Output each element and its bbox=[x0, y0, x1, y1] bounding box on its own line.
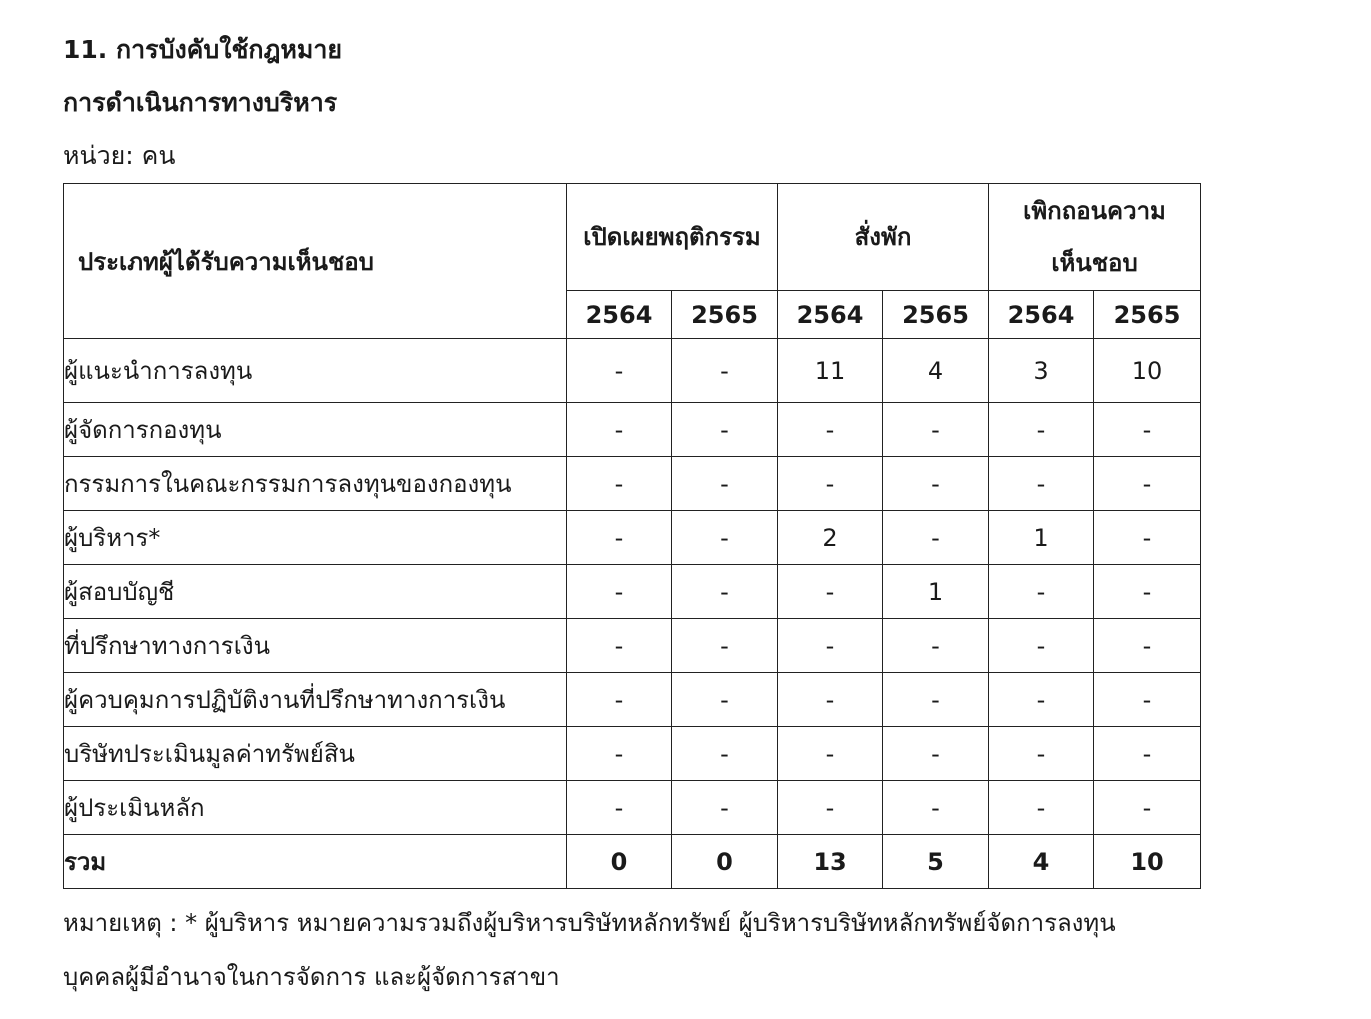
value-cell: - bbox=[989, 565, 1094, 619]
value-cell: - bbox=[989, 619, 1094, 673]
value-cell: - bbox=[567, 457, 672, 511]
value-cell: - bbox=[567, 781, 672, 835]
table-row bbox=[64, 339, 1201, 403]
value-cell: - bbox=[778, 403, 883, 457]
value-cell: - bbox=[672, 619, 778, 673]
value-cell: - bbox=[989, 727, 1094, 781]
value-cell: - bbox=[1094, 457, 1201, 511]
value-cell: 1 bbox=[989, 511, 1094, 565]
value-cell: - bbox=[567, 403, 672, 457]
row-label: ผู้จัดการกองทุน bbox=[64, 403, 567, 457]
value-cell: 10 bbox=[1094, 835, 1201, 889]
subsection-title: การดำเนินการทางบริหาร bbox=[63, 88, 338, 117]
value-cell: 10 bbox=[1094, 339, 1201, 403]
footnote-line-1: หมายเหตุ : * ผู้บริหาร หมายความรวมถึงผู้บริหารบริษัทหลักทรัพย์ ผู้บริหารบริษัทหลักทรัพย์จัดการลงทุน bbox=[63, 909, 1116, 937]
value-cell: - bbox=[672, 727, 778, 781]
table-row bbox=[64, 457, 1201, 511]
value-cell: 0 bbox=[672, 835, 778, 889]
value-cell: - bbox=[883, 619, 989, 673]
value-cell: - bbox=[778, 727, 883, 781]
table-row bbox=[64, 403, 1201, 457]
value-cell: 4 bbox=[883, 339, 989, 403]
value-cell: - bbox=[1094, 727, 1201, 781]
group-header-suspension: สั่งพัก bbox=[778, 184, 989, 291]
row-label: ผู้บริหาร* bbox=[64, 511, 567, 565]
value-cell: 0 bbox=[567, 835, 672, 889]
year-header: 2565 bbox=[672, 291, 778, 339]
row-label: กรรมการในคณะกรรมการลงทุนของกองทุน bbox=[64, 457, 567, 511]
value-cell: 3 bbox=[989, 339, 1094, 403]
value-cell: 4 bbox=[989, 835, 1094, 889]
row-label: บริษัทประเมินมูลค่าทรัพย์สิน bbox=[64, 727, 567, 781]
row-label: ผู้ประเมินหลัก bbox=[64, 781, 567, 835]
row-label: ผู้ควบคุมการปฏิบัติงานที่ปรึกษาทางการเงิน bbox=[64, 673, 567, 727]
table-row bbox=[64, 781, 1201, 835]
value-cell: - bbox=[567, 727, 672, 781]
row-label: ผู้แนะนำการลงทุน bbox=[64, 339, 567, 403]
year-header: 2565 bbox=[883, 291, 989, 339]
value-cell: - bbox=[778, 619, 883, 673]
year-header: 2564 bbox=[567, 291, 672, 339]
year-header: 2564 bbox=[778, 291, 883, 339]
footnote-line-2: บุคคลผู้มีอำนาจในการจัดการ และผู้จัดการสาขา bbox=[63, 963, 560, 991]
value-cell: - bbox=[883, 727, 989, 781]
value-cell: - bbox=[1094, 781, 1201, 835]
value-cell: - bbox=[989, 673, 1094, 727]
value-cell: - bbox=[1094, 403, 1201, 457]
value-cell: 13 bbox=[778, 835, 883, 889]
value-cell: - bbox=[883, 673, 989, 727]
value-cell: - bbox=[883, 457, 989, 511]
value-cell: 11 bbox=[778, 339, 883, 403]
row-label: ผู้สอบบัญชี bbox=[64, 565, 567, 619]
value-cell: - bbox=[989, 457, 1094, 511]
value-cell: - bbox=[883, 403, 989, 457]
value-cell: - bbox=[672, 565, 778, 619]
table-row bbox=[64, 673, 1201, 727]
value-cell: 1 bbox=[883, 565, 989, 619]
value-cell: - bbox=[778, 781, 883, 835]
section-title: 11. การบังคับใช้กฎหมาย bbox=[63, 35, 343, 64]
value-cell: - bbox=[778, 673, 883, 727]
value-cell: 5 bbox=[883, 835, 989, 889]
value-cell: - bbox=[1094, 619, 1201, 673]
value-cell: - bbox=[672, 339, 778, 403]
value-cell: - bbox=[567, 511, 672, 565]
year-header: 2565 bbox=[1094, 291, 1201, 339]
group-header-revocation: เพิกถอนความเห็นชอบ bbox=[989, 184, 1201, 291]
table-row bbox=[64, 511, 1201, 565]
value-cell: - bbox=[989, 781, 1094, 835]
table-row bbox=[64, 565, 1201, 619]
table-row bbox=[64, 727, 1201, 781]
value-cell: - bbox=[883, 511, 989, 565]
row-label: รวม bbox=[64, 835, 567, 889]
value-cell: - bbox=[883, 781, 989, 835]
value-cell: - bbox=[778, 457, 883, 511]
table-row bbox=[64, 619, 1201, 673]
value-cell: - bbox=[567, 339, 672, 403]
value-cell: - bbox=[1094, 511, 1201, 565]
value-cell: - bbox=[1094, 673, 1201, 727]
value-cell: - bbox=[989, 403, 1094, 457]
value-cell: - bbox=[567, 673, 672, 727]
value-cell: - bbox=[672, 457, 778, 511]
group-header-disclosure: เปิดเผยพฤติกรรม bbox=[567, 184, 778, 291]
value-cell: - bbox=[567, 565, 672, 619]
value-cell: - bbox=[672, 403, 778, 457]
total-row bbox=[64, 835, 1201, 889]
unit-label: หน่วย: คน bbox=[63, 141, 176, 170]
value-cell: 2 bbox=[778, 511, 883, 565]
value-cell: - bbox=[672, 673, 778, 727]
year-header: 2564 bbox=[989, 291, 1094, 339]
row-label: ที่ปรึกษาทางการเงิน bbox=[64, 619, 567, 673]
enforcement-table bbox=[63, 183, 1201, 889]
value-cell: - bbox=[567, 619, 672, 673]
value-cell: - bbox=[778, 565, 883, 619]
type-header: ประเภทผู้ได้รับความเห็นชอบ bbox=[64, 184, 567, 339]
value-cell: - bbox=[672, 511, 778, 565]
value-cell: - bbox=[1094, 565, 1201, 619]
value-cell: - bbox=[672, 781, 778, 835]
